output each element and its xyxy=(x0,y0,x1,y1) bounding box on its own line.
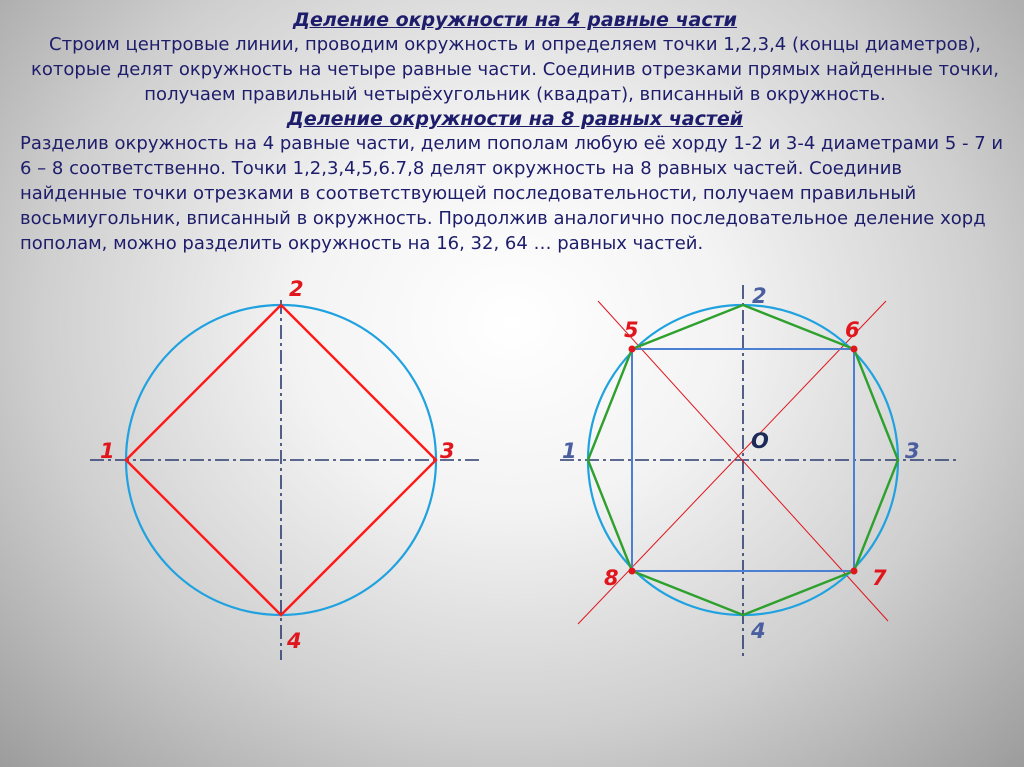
figure-8-parts xyxy=(560,284,960,660)
heading-4-parts: Деление окружности на 4 равные части xyxy=(293,9,737,31)
paragraph-8-parts: Разделив окружность на 4 равные части, делим пополам любую её хорду 1-2 и 3-4 диаметрами 5 - 7 и 6 – 8 соответственно. Точки 1,2,3,4,5,6.7,8 делят окружность на 8 равных частей. Соединив найденные точки отрезками в соответствующей последовательности, получаем правильный восьмиугольник, вписанный в окружность. Продолжив аналогично последовательное деление хорд пополам, можно разделить окружность на 16, 32, 64 … равных частей. xyxy=(20,133,1004,254)
point-6-dot xyxy=(851,346,858,353)
label-point-1: 1 xyxy=(562,439,577,463)
label-point-1: 1 xyxy=(100,439,115,463)
heading-8-parts: Деление окружности на 8 равных частей xyxy=(286,108,744,130)
label-point-6: 6 xyxy=(845,318,860,342)
point-7-dot xyxy=(851,568,858,575)
paragraph-4-parts: Строим центровые линии, проводим окружность и определяем точки 1,2,3,4 (концы диаметров), которые делят окружность на четыре равные части. Соединив отрезками прямых найденные точки, получаем правильный четырёхугольник (квадрат), вписанный в окружность. xyxy=(31,34,999,105)
label-center-o: O xyxy=(751,429,769,453)
label-point-4: 4 xyxy=(751,619,766,643)
label-point-2: 2 xyxy=(752,284,767,308)
point-8-dot xyxy=(629,568,636,575)
label-point-2: 2 xyxy=(289,277,304,301)
label-point-5: 5 xyxy=(624,318,639,342)
label-point-8: 8 xyxy=(604,566,619,590)
label-point-4: 4 xyxy=(287,629,302,653)
label-point-7: 7 xyxy=(872,566,887,590)
point-5-dot xyxy=(629,346,636,353)
label-point-3: 3 xyxy=(440,439,455,463)
label-point-3: 3 xyxy=(905,439,920,463)
figure-4-parts xyxy=(90,277,480,660)
